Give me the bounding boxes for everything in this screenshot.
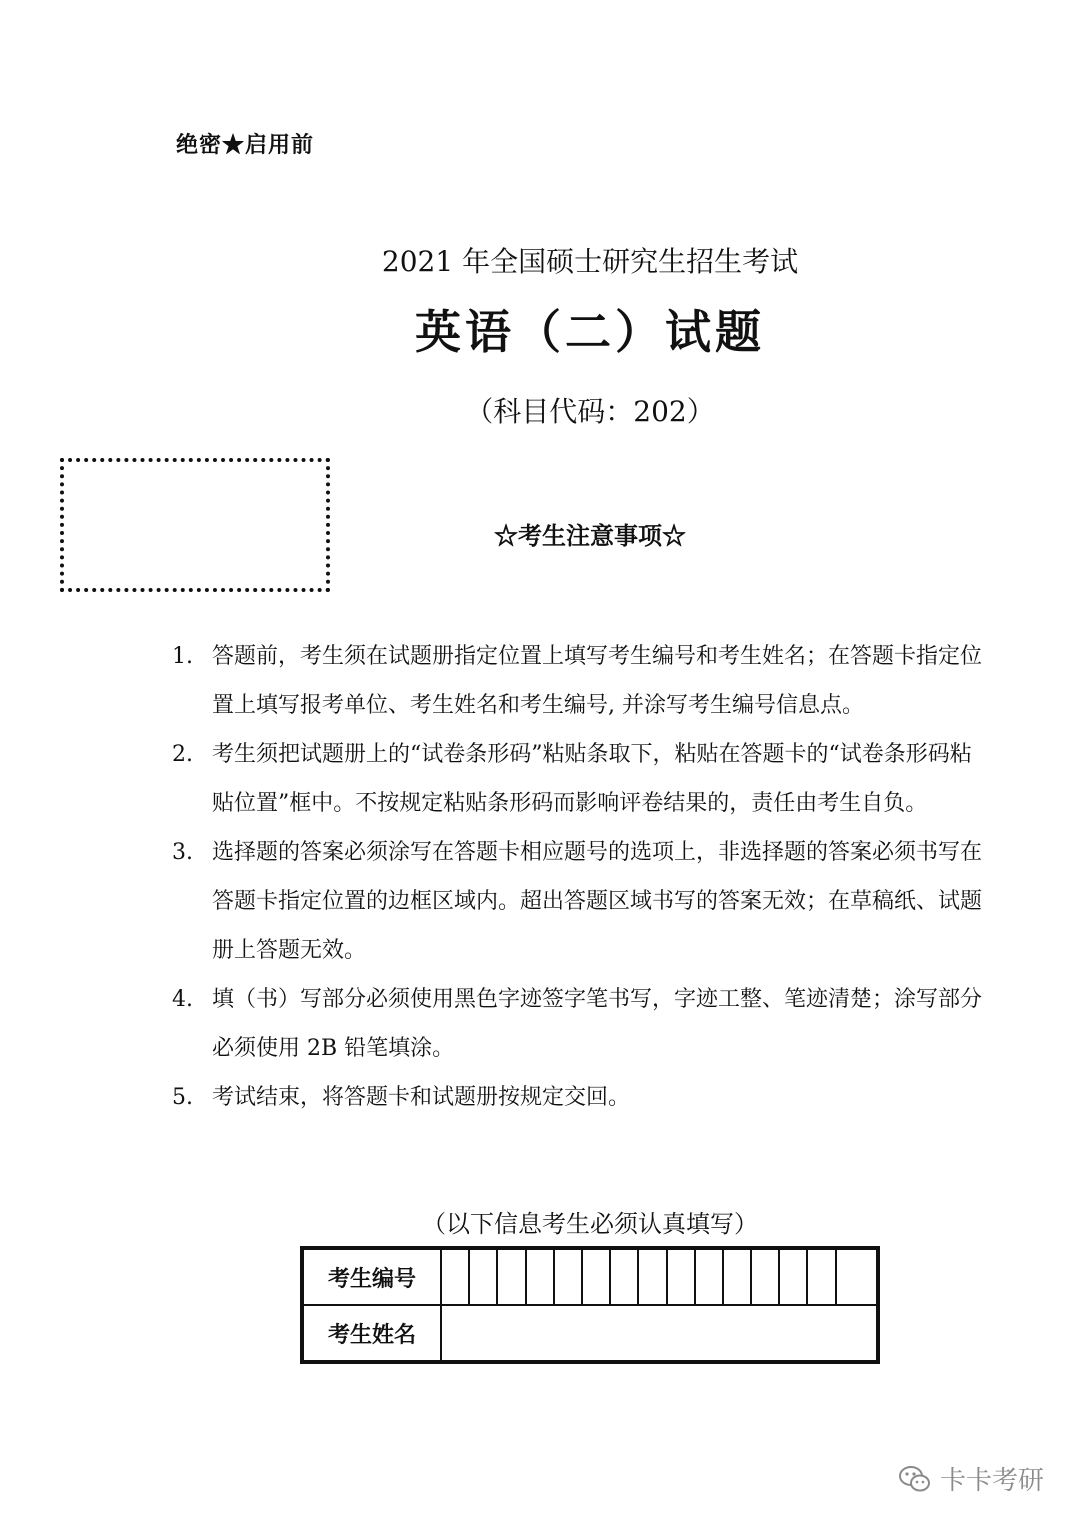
candidate-name-field[interactable] bbox=[441, 1305, 878, 1362]
candidate-number-digit-cell[interactable] bbox=[441, 1248, 469, 1305]
candidate-number-digit-cell[interactable] bbox=[836, 1248, 878, 1305]
exam-name: 2021 年全国硕士研究生招生考试 bbox=[381, 245, 799, 278]
candidate-number-digit-cell[interactable] bbox=[779, 1248, 807, 1305]
candidate-number-digit-cell[interactable] bbox=[554, 1248, 582, 1305]
notice-item-number: 5. bbox=[172, 1085, 193, 1110]
candidate-number-digit-cell[interactable] bbox=[469, 1248, 497, 1305]
candidate-info-table bbox=[300, 1246, 880, 1364]
candidate-name-label: 考生姓名 bbox=[302, 1305, 441, 1362]
notice-item bbox=[172, 1073, 992, 1122]
watermark bbox=[898, 1460, 1044, 1497]
notice-item-text: 考试结束，将答题卡和试题册按规定交回。 bbox=[212, 1085, 631, 1110]
notice-item-text: 填（书）写部分必须使用黑色字迹签字笔书写，字迹工整、笔迹清楚；涂写部分必须使用 2B 铅笔填涂。 bbox=[212, 987, 983, 1061]
notice-item-number: 2. bbox=[172, 742, 193, 767]
secret-mark: 绝密★启用前 bbox=[176, 132, 315, 158]
watermark-text: 卡卡考研 bbox=[939, 1466, 1044, 1496]
notice-item bbox=[172, 632, 992, 730]
candidate-name-row bbox=[302, 1305, 878, 1362]
notice-item bbox=[172, 975, 992, 1073]
notice-heading: ☆考生注意事项☆ bbox=[494, 521, 686, 550]
notice-item-text: 考生须把试题册上的“试卷条形码”粘贴条取下，粘贴在答题卡的“试卷条形码粘贴位置”框中。不按规定粘贴条形码而影响评卷结果的，责任由考生自负。 bbox=[212, 742, 972, 816]
notice-item-number: 3. bbox=[172, 840, 193, 865]
notice-item-text: 答题前，考生须在试题册指定位置上填写考生编号和考生姓名；在答题卡指定位置上填写报考单位、考生姓名和考生编号, 并涂写考生编号信息点。 bbox=[212, 644, 983, 718]
fill-instruction-note: （以下信息考生必须认真填写） bbox=[422, 1210, 758, 1238]
candidate-number-digit-cell[interactable] bbox=[638, 1248, 666, 1305]
subject-title: 英语（二）试题 bbox=[415, 305, 765, 359]
candidate-number-digit-cell[interactable] bbox=[497, 1248, 525, 1305]
notice-item bbox=[172, 730, 992, 828]
candidate-number-digit-cell[interactable] bbox=[610, 1248, 638, 1305]
candidate-number-digit-cell[interactable] bbox=[723, 1248, 751, 1305]
candidate-number-digit-cell[interactable] bbox=[807, 1248, 835, 1305]
notice-item-text: 选择题的答案必须涂写在答题卡相应题号的选项上，非选择题的答案必须书写在答题卡指定位置的边框区域内。超出答题区域书写的答案无效；在草稿纸、试题册上答题无效。 bbox=[212, 840, 983, 963]
candidate-number-row bbox=[302, 1248, 878, 1305]
subject-code: （科目代码：202） bbox=[465, 395, 715, 428]
wechat-icon bbox=[898, 1464, 932, 1494]
notice-item-number: 1. bbox=[172, 644, 193, 669]
candidate-number-digit-cell[interactable] bbox=[695, 1248, 723, 1305]
candidate-number-digit-cell[interactable] bbox=[526, 1248, 554, 1305]
notice-item bbox=[172, 828, 992, 975]
candidate-number-digit-cell[interactable] bbox=[667, 1248, 695, 1305]
notice-list bbox=[172, 632, 992, 1122]
candidate-number-label: 考生编号 bbox=[302, 1248, 441, 1305]
notice-item-number: 4. bbox=[172, 987, 193, 1012]
candidate-number-digit-cell[interactable] bbox=[751, 1248, 779, 1305]
candidate-number-digit-cell[interactable] bbox=[582, 1248, 610, 1305]
